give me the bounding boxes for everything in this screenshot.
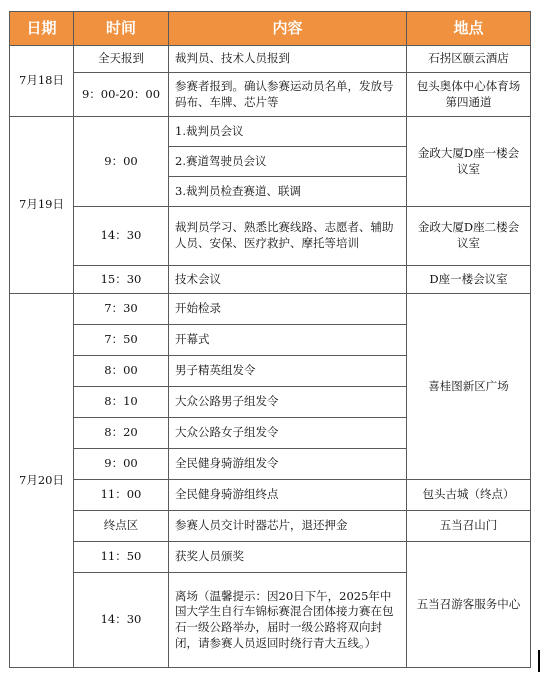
content-cell: 1.裁判员会议	[169, 117, 407, 147]
time-cell: 9：00-20：00	[74, 73, 169, 117]
table-row	[10, 511, 531, 542]
time-cell: 8：20	[74, 418, 169, 449]
schedule-table	[9, 11, 531, 668]
place-cell: 喜桂图新区广场	[407, 294, 531, 480]
date-cell: 7月18日	[10, 46, 74, 117]
content-cell: 3.裁判员检查赛道、联调	[169, 177, 407, 207]
table-header-row	[10, 12, 531, 46]
content-cell: 男子精英组发令	[169, 356, 407, 387]
content-cell: 裁判员、技术人员报到	[169, 46, 407, 73]
table-row	[10, 542, 531, 573]
content-cell: 大众公路男子组发令	[169, 387, 407, 418]
time-cell: 11：50	[74, 542, 169, 573]
content-cell: 全民健身骑游组发令	[169, 449, 407, 480]
time-cell: 14：30	[74, 573, 169, 668]
header-time: 时间	[74, 12, 169, 46]
time-cell: 9：00	[74, 449, 169, 480]
place-cell: 五当召山门	[407, 511, 531, 542]
content-cell: 开始检录	[169, 294, 407, 325]
time-cell: 15：30	[74, 266, 169, 294]
time-cell: 终点区	[74, 511, 169, 542]
time-cell: 14：30	[74, 207, 169, 266]
time-cell: 8：00	[74, 356, 169, 387]
table-row	[10, 46, 531, 73]
time-cell: 8：10	[74, 387, 169, 418]
table-row	[10, 117, 531, 147]
table-row	[10, 73, 531, 117]
date-cell: 7月20日	[10, 294, 74, 668]
content-cell: 全民健身骑游组终点	[169, 480, 407, 511]
table-row	[10, 266, 531, 294]
table-row	[10, 480, 531, 511]
place-cell: 五当召游客服务中心	[407, 542, 531, 668]
header-content: 内容	[169, 12, 407, 46]
time-cell: 全天报到	[74, 46, 169, 73]
time-cell: 9：00	[74, 117, 169, 207]
place-cell: 金政大厦D座一楼会议室	[407, 117, 531, 207]
place-cell: D座一楼会议室	[407, 266, 531, 294]
date-cell: 7月19日	[10, 117, 74, 294]
content-cell: 开幕式	[169, 325, 407, 356]
place-cell: 石拐区颐云酒店	[407, 46, 531, 73]
place-cell: 金政大厦D座二楼会议室	[407, 207, 531, 266]
content-cell: 参赛人员交计时器芯片，退还押金	[169, 511, 407, 542]
header-place: 地点	[407, 12, 531, 46]
table-row	[10, 207, 531, 266]
content-cell: 技术会议	[169, 266, 407, 294]
content-cell: 2.赛道驾驶员会议	[169, 147, 407, 177]
content-cell: 参赛者报到。确认参赛运动员名单，发放号码布、车牌、芯片等	[169, 73, 407, 117]
content-cell: 离场（温馨提示：因20日下午，2025年中国大学生自行车锦标赛混合团体接力赛在包石一级公路举办，届时一级公路将双向封闭，请参赛人员返回时绕行青大五线。）	[169, 573, 407, 668]
time-cell: 7：30	[74, 294, 169, 325]
time-cell: 7：50	[74, 325, 169, 356]
place-cell: 包头古城（终点）	[407, 480, 531, 511]
header-date: 日期	[10, 12, 74, 46]
content-cell: 大众公路女子组发令	[169, 418, 407, 449]
place-cell: 包头奥体中心体育场第四通道	[407, 73, 531, 117]
time-cell: 11：00	[74, 480, 169, 511]
content-cell: 获奖人员颁奖	[169, 542, 407, 573]
table-row	[10, 294, 531, 325]
content-cell: 裁判员学习、熟悉比赛线路、志愿者、辅助人员、安保、医疗救护、摩托等培训	[169, 207, 407, 266]
